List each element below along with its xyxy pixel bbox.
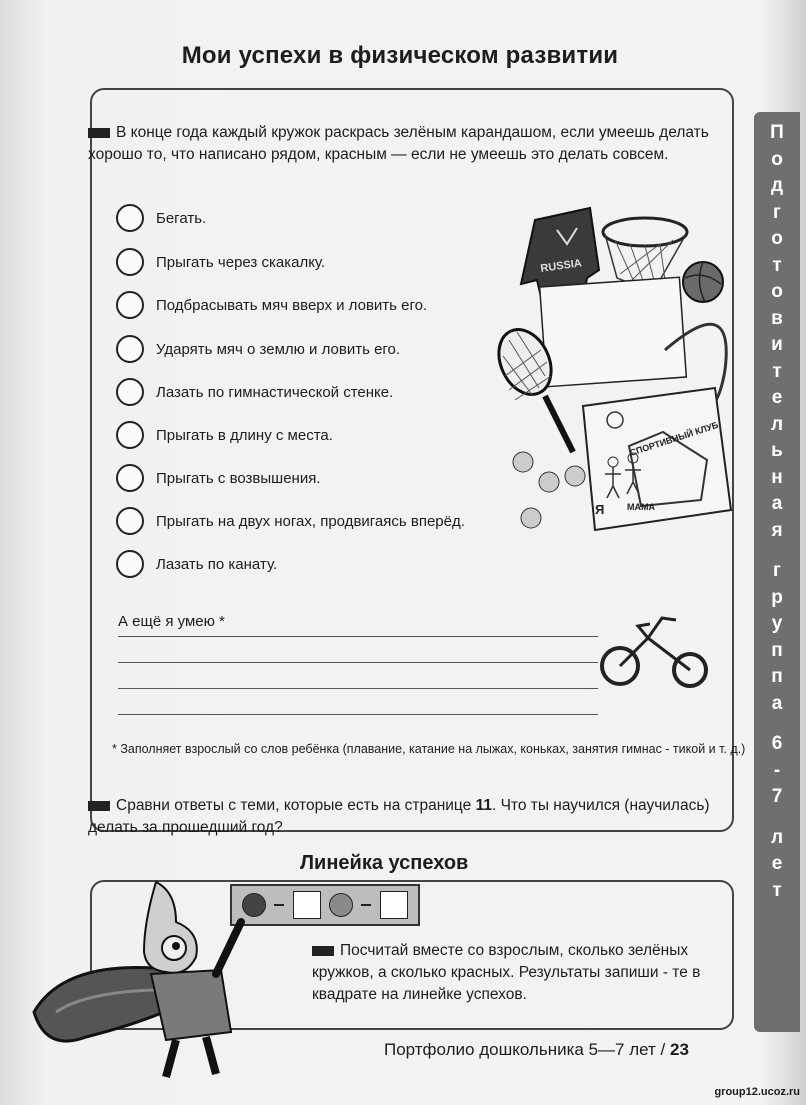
side-tab-letter: е: [771, 387, 783, 408]
side-tab-letter: 7: [771, 786, 783, 807]
skill-circle[interactable]: [116, 378, 144, 406]
compare-text-after: . Что ты научился (научилась) делать за прошедший год?: [88, 797, 710, 836]
skill-circle[interactable]: [116, 248, 144, 276]
skill-row: [116, 334, 400, 364]
skill-row: [116, 463, 321, 493]
side-tab-letter: -: [773, 759, 781, 781]
page-footer: [384, 1040, 689, 1060]
side-tab-letter: о: [771, 281, 783, 302]
ball-icon: [565, 466, 585, 486]
side-tab-letter: д: [770, 175, 784, 196]
answer-line[interactable]: [118, 714, 598, 715]
skill-row: [116, 290, 427, 320]
site-watermark: group12.ucoz.ru: [714, 1086, 800, 1098]
sports-illustration: [495, 200, 745, 540]
bullet-marker: [312, 946, 334, 956]
skill-circle[interactable]: [116, 464, 144, 492]
club-sign: СПОРТИВНЫЙ КЛУБ: [628, 419, 720, 458]
skill-label: Прыгать с возвышения.: [156, 469, 321, 487]
count-instruction: [312, 940, 742, 1006]
ball-icon: [539, 472, 559, 492]
page-title: Мои успехи в физическом развитии: [181, 42, 619, 69]
skill-row: [116, 377, 393, 407]
side-tab-letter: п: [771, 666, 783, 687]
side-tab-letter: о: [771, 148, 783, 170]
skill-label: Подбрасывать мяч вверх и ловить его.: [156, 296, 428, 314]
answer-line[interactable]: [118, 662, 598, 663]
skill-label: Ударять мяч о землю и ловить его.: [156, 340, 401, 358]
ball-icon: [683, 262, 723, 302]
answer-line[interactable]: [118, 688, 598, 689]
intro-text: В конце года каждый кружок раскрась зелёным карандашом, если умеешь делать хорошо то, что написано рядом, красным — если не умеешь это делать совсем.: [88, 124, 709, 163]
red-count-box[interactable]: [380, 891, 408, 919]
dash: [274, 904, 284, 906]
tricycle-icon: [598, 608, 718, 698]
page-reference: 11: [475, 797, 492, 814]
skill-row: [116, 506, 465, 536]
skill-circle[interactable]: [116, 204, 144, 232]
side-tab-letter: н: [771, 466, 783, 488]
skill-row: [116, 203, 206, 233]
skill-circle[interactable]: [116, 550, 144, 578]
skill-row: [116, 420, 333, 450]
skill-label: Прыгать в длину с места.: [156, 426, 333, 444]
side-tab-letter: т: [772, 879, 782, 901]
ball-icon: [513, 452, 533, 472]
more-skills-label: А ещё я умею *: [118, 613, 225, 630]
footer-text: Портфолио дошкольника 5—7 лет /: [384, 1040, 670, 1059]
answer-line[interactable]: [118, 636, 598, 637]
footnote: * Заполняет взрослый со слов ребёнка (плавание, катание на лыжах, коньках, занятия гимнас - тикой и т. д.): [112, 742, 746, 756]
dash: [361, 904, 371, 906]
side-tab-letter: в: [771, 307, 783, 329]
side-tab-letter: ь: [771, 440, 783, 461]
side-tab-letter: л: [770, 413, 784, 435]
skill-circle[interactable]: [116, 507, 144, 535]
skill-label: Бегать.: [156, 209, 207, 227]
bullet-marker: [88, 801, 110, 811]
skill-label: Прыгать через скакалку.: [156, 253, 326, 271]
side-tab-letter: р: [771, 586, 783, 608]
side-tab-letter: П: [770, 122, 784, 143]
red-circle-marker: [329, 893, 353, 917]
skill-row: [116, 247, 325, 277]
skill-circle[interactable]: [116, 335, 144, 363]
skill-label: Прыгать на двух ногах, продвигаясь вперёд.: [156, 512, 465, 530]
skill-row: [116, 549, 277, 579]
shirt-text: RUSSIA: [539, 257, 583, 275]
side-tab-letter: е: [771, 853, 783, 874]
sports-club-drawing: [583, 388, 731, 530]
side-tab-letter: а: [771, 493, 783, 514]
skill-circle[interactable]: [116, 421, 144, 449]
page-number: 23: [669, 1040, 689, 1059]
ball-icon: [521, 508, 541, 528]
side-tab-letter: г: [773, 201, 781, 223]
side-tab-letter: п: [771, 639, 783, 661]
side-tab-letter: л: [770, 826, 784, 848]
skill-label: Лазать по канату.: [156, 555, 278, 573]
drawing-label-mama: МАМА: [627, 502, 655, 512]
green-count-box[interactable]: [293, 891, 321, 919]
basketball-hoop-icon: [603, 218, 687, 286]
skill-label: Лазать по гимнастической стенке.: [156, 383, 394, 401]
side-tab-letter: а: [771, 692, 783, 714]
bullet-marker: [88, 128, 110, 138]
side-tab-letter: т: [772, 360, 782, 382]
side-tab-letter: г: [773, 560, 781, 581]
side-tab-letter: я: [771, 519, 783, 541]
drawing-label-ya: Я: [595, 502, 605, 517]
skill-circle[interactable]: [116, 291, 144, 319]
compare-instruction: [88, 795, 753, 839]
side-tab-letter: и: [771, 334, 783, 355]
side-tab: [754, 112, 800, 1032]
ruler-title: Линейка успехов: [300, 852, 469, 874]
compare-text-before: Сравни ответы с теми, которые есть на странице: [116, 797, 476, 814]
intro-instruction: [88, 122, 753, 166]
count-text: Посчитай вместе со взрослым, сколько зелёных кружков, а сколько красных. Результаты запиши - те в квадрате на линейке успехов.: [312, 942, 701, 1003]
side-tab-letter: 6: [771, 733, 783, 754]
side-tab-letter: о: [771, 228, 783, 249]
blank-card: [540, 277, 687, 387]
side-tab-letter: у: [771, 613, 783, 634]
gnome-character-illustration: [26, 862, 266, 1082]
side-tab-letter: т: [772, 254, 782, 276]
